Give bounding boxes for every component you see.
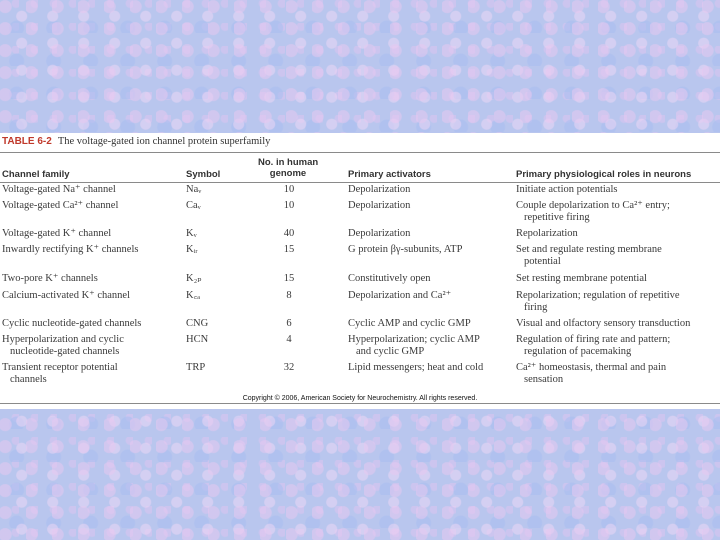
cell-activators [348,273,431,285]
cell-genome-count: 40 [283,228,295,239]
cell-symbol: CNG [186,318,209,329]
table-title: The voltage-gated ion channel protein superfamily [57,136,271,147]
header-activators: Primary activators [348,169,431,180]
cell-symbol: Kᵥ [186,228,197,239]
cell-activators-line: Depolarization and Ca²⁺ [348,290,452,301]
header-symbol: Symbol [186,169,221,180]
cell-activators-line: Depolarization [348,228,411,239]
cell-physiological-roles-line: Visual and olfactory sensory transduction [516,318,691,329]
cell-genome-count: 4 [286,334,292,345]
cell-physiological-roles-line: Couple depolarization to Ca²⁺ entry; [516,200,670,211]
table-image [0,133,720,409]
cell-physiological-roles [516,184,617,196]
cell-activators [348,184,410,196]
cell-channel-family [2,273,98,285]
cell-genome-count: 15 [283,273,295,284]
header-rule [0,182,720,183]
cell-channel-family-line: nucleotide-gated channels [10,345,120,357]
cell-channel-family [2,334,124,357]
cell-channel-family-line: Cyclic nucleotide-gated channels [2,318,142,329]
cell-activators [348,334,480,357]
table-title-row [0,133,720,152]
cell-activators [348,228,410,240]
cell-physiological-roles [516,362,666,385]
cell-activators-line: and cyclic GMP [356,345,425,357]
header-channel-family: Channel family [2,169,70,180]
cell-symbol: Caᵥ [186,200,201,211]
copyright-notice: Copyright © 2006, American Society for Neurochemistry. All rights reserved. [242,395,478,402]
cell-channel-family [2,318,141,330]
cell-channel-family [2,290,130,302]
cell-genome-count: 10 [283,200,295,211]
cell-genome-count: 6 [286,318,292,329]
cell-physiological-roles [516,273,647,285]
cell-physiological-roles [516,290,680,313]
cell-symbol: Kᵢᵣ [186,244,198,255]
top-rule [0,152,720,153]
cell-physiological-roles-line: Ca²⁺ homeostasis, thermal and pain [516,362,667,373]
cell-genome-count: 8 [286,290,292,301]
cell-genome-count: 32 [283,362,295,373]
cell-activators-line: Lipid messengers; heat and cold [348,362,484,373]
cell-physiological-roles-line: Regulation of firing rate and pattern; [516,334,671,345]
cell-physiological-roles [516,200,670,223]
cell-physiological-roles-line: Repolarization [516,228,578,239]
cell-physiological-roles-line: Set and regulate resting membrane [516,244,662,255]
header-roles: Primary physiological roles in neurons [516,169,692,180]
cell-channel-family [2,184,116,196]
cell-genome-count: 15 [283,244,295,255]
cell-physiological-roles [516,334,670,357]
cell-physiological-roles-line: firing [524,301,548,313]
cell-activators [348,244,462,256]
cell-activators-line: Cyclic AMP and cyclic GMP [348,318,471,329]
cell-activators-line: Constitutively open [348,273,431,284]
cell-physiological-roles-line: sensation [524,373,564,385]
cell-physiological-roles-line: Repolarization; regulation of repetitive [516,290,680,301]
cell-channel-family [2,228,111,240]
cell-channel-family-line: Inwardly rectifying K⁺ channels [2,244,139,255]
cell-activators [348,362,483,374]
cell-physiological-roles-line: potential [524,255,561,267]
cell-symbol: TRP [186,362,206,373]
cell-physiological-roles-line: regulation of pacemaking [524,345,632,357]
cell-activators-line: Depolarization [348,184,411,195]
cell-activators-line: Hyperpolarization; cyclic AMP [348,334,480,345]
cell-activators [348,318,471,330]
cell-activators-line: G protein βγ-subunits, ATP [348,244,463,255]
cell-channel-family [2,362,118,385]
cell-physiological-roles [516,244,662,267]
header-count-line2: genome [269,168,307,179]
cell-channel-family [2,244,138,256]
cell-genome-count: 10 [283,184,295,195]
cell-channel-family-line: Voltage-gated K⁺ channel [2,228,112,239]
cell-channel-family [2,200,118,212]
cell-channel-family-line: Calcium-activated K⁺ channel [2,290,130,301]
cell-symbol: K꜀ₐ [186,290,201,301]
cell-channel-family-line: Hyperpolarization and cyclic [2,334,124,345]
cell-channel-family-line: Voltage-gated Na⁺ channel [2,184,116,195]
cell-symbol: K₂ₚ [186,273,202,284]
table-number: TABLE 6-2 [2,136,52,147]
cell-physiological-roles [516,318,690,330]
cell-channel-family-line: channels [10,373,47,385]
cell-activators [348,200,410,212]
header-count-line1: No. in human [258,157,319,168]
cell-physiological-roles-line: Set resting membrane potential [516,273,647,284]
cell-activators [348,290,451,302]
cell-channel-family-line: Two-pore K⁺ channels [2,273,98,284]
header-count [258,157,318,179]
cell-symbol: HCN [186,334,209,345]
cell-activators-line: Depolarization [348,200,411,211]
cell-physiological-roles [516,228,578,240]
cell-physiological-roles-line: Initiate action potentials [516,184,618,195]
cell-channel-family-line: Voltage-gated Ca²⁺ channel [2,200,119,211]
cell-physiological-roles-line: repetitive firing [524,211,590,223]
cell-channel-family-line: Transient receptor potential [2,362,118,373]
cell-symbol: Naᵥ [186,184,202,195]
